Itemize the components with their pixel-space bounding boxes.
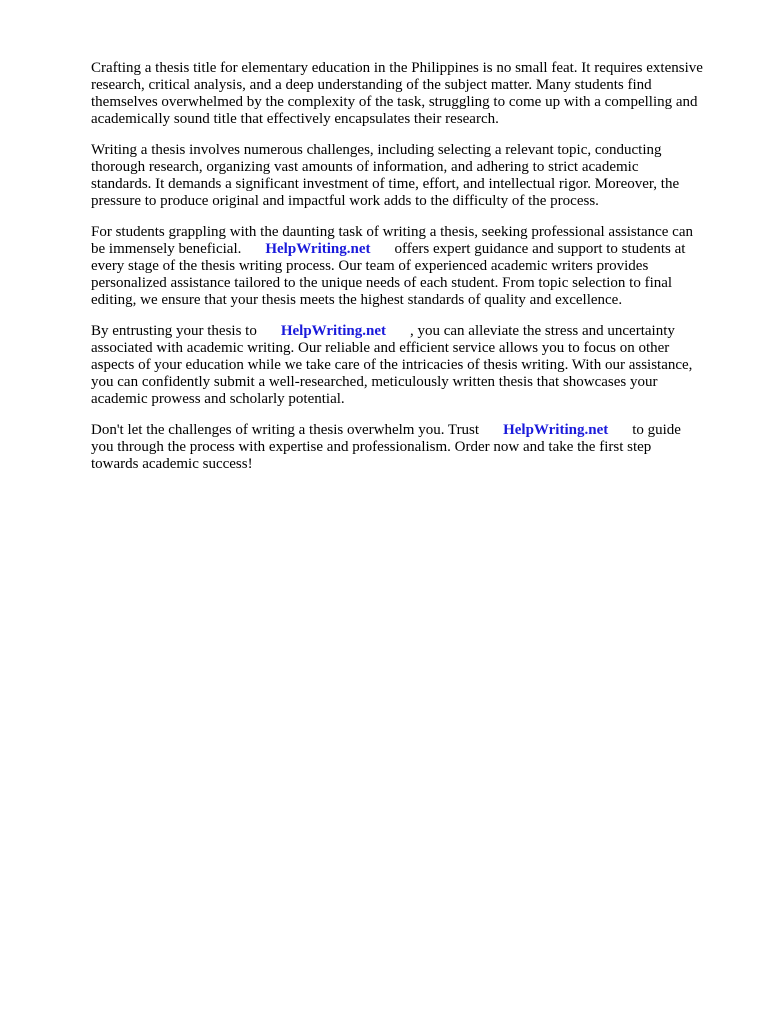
text-line: thorough research, organizing vast amounts of information, and adhering to strict academic [91, 159, 639, 175]
helpwriting-link[interactable]: HelpWriting.net [280, 323, 386, 339]
text-fragment: to guide [632, 422, 681, 438]
text-fragment: offers expert guidance and support to students at [394, 241, 686, 257]
text-line: research, critical analysis, and a deep understanding of the subject matter. Many students find [91, 77, 652, 93]
text-line: personalized assistance tailored to the unique needs of each student. From topic selection to final [91, 275, 673, 291]
text-line: pressure to produce original and impactful work adds to the difficulty of the process. [91, 193, 599, 209]
paragraph-intro [91, 60, 731, 128]
text-line: academic prowess and scholarly potential. [91, 391, 345, 407]
paragraph-call-to-action [91, 422, 731, 473]
text-line: For students grappling with the daunting task of writing a thesis, seeking professional assistance can [91, 224, 693, 240]
text-line-with-link [91, 323, 731, 340]
text-line: editing, we ensure that your thesis meets the highest standards of quality and excellence. [91, 292, 623, 308]
document-page [91, 60, 731, 487]
helpwriting-link[interactable]: HelpWriting.net [265, 241, 371, 257]
text-line-with-link [91, 241, 731, 258]
text-line: standards. It demands a significant investment of time, effort, and intellectual rigor. Moreover, the [91, 176, 680, 192]
text-line: you through the process with expertise and professionalism. Order now and take the first step [91, 439, 652, 455]
paragraph-entrusting [91, 323, 731, 408]
text-line: towards academic success! [91, 456, 253, 472]
text-fragment: , you can alleviate the stress and uncertainty [409, 323, 675, 339]
helpwriting-link[interactable]: HelpWriting.net [503, 422, 609, 438]
text-line: Writing a thesis involves numerous challenges, including selecting a relevant topic, conducting [91, 142, 662, 158]
text-line: associated with academic writing. Our reliable and efficient service allows you to focus on other [91, 340, 670, 356]
text-line: you can confidently submit a well-researched, meticulously written thesis that showcases your [91, 374, 658, 390]
text-line: Crafting a thesis title for elementary education in the Philippines is no small feat. It requires extensive [91, 60, 703, 76]
text-fragment: Don't let the challenges of writing a thesis overwhelm you. Trust [91, 422, 480, 438]
text-line: aspects of your education while we take care of the intricacies of thesis writing. With our assistance, [91, 357, 693, 373]
text-line: academically sound title that effectively encapsulates their research. [91, 111, 499, 127]
text-fragment: be immensely beneficial. [91, 241, 242, 257]
text-line: themselves overwhelmed by the complexity of the task, struggling to come up with a compelling and [91, 94, 698, 110]
text-line: every stage of the thesis writing process. Our team of experienced academic writers provides [91, 258, 649, 274]
paragraph-assistance [91, 224, 731, 309]
text-line-with-link [91, 422, 731, 439]
paragraph-challenges [91, 142, 731, 210]
text-fragment: By entrusting your thesis to [91, 323, 257, 339]
